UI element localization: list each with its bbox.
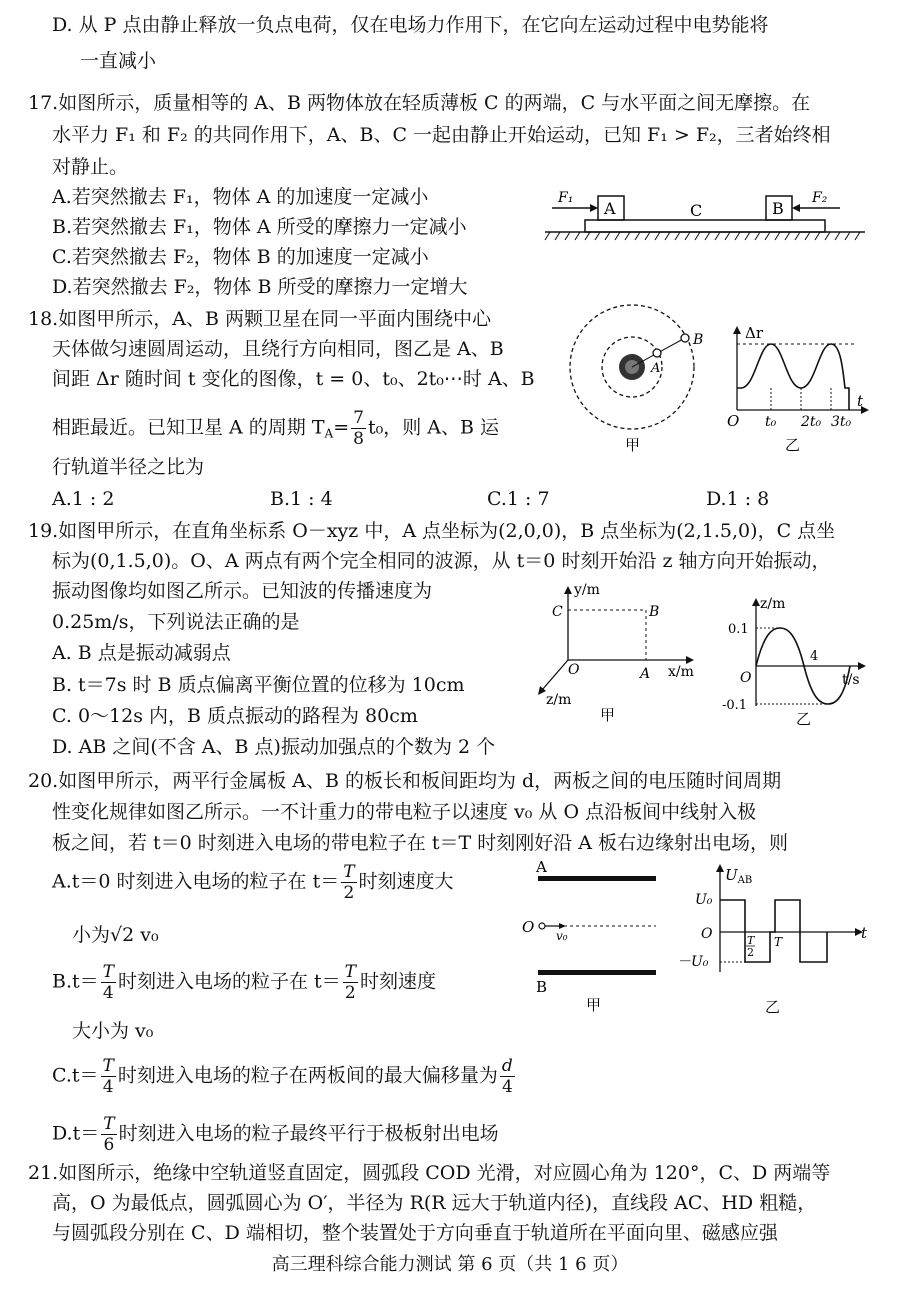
q18-tick-3t0: 3t₀ [831,414,852,430]
q20-stem-line3: 板之间，若 t＝0 时刻进入电场的带电粒子在 t＝T 时刻刚好沿 A 板右边缘射出电场，则 [52,832,788,854]
q17-option-c: C.若突然撤去 F₂，物体 B 的加速度一定减小 [52,246,429,268]
q19-figure-yi [720,594,870,730]
q21-stem-line1: 21.如图所示，绝缘中空轨道竖直固定，圆弧段 COD 光滑，对应圆心角为 120°，C、D 两端等 [28,1162,831,1184]
q19-caption-jia: 甲 [600,706,616,724]
q20-point-o-label: O [522,918,535,936]
q19-figure-jia [528,578,708,728]
q17-option-d: D.若突然撤去 F₂，物体 B 所受的摩擦力一定增大 [52,276,468,298]
q19-point-c: C [552,604,563,620]
q17-label-c: C [690,201,703,220]
q19-yi-tick-4: 4 [810,649,819,664]
q19-option-a: A. B 点是振动减弱点 [52,642,231,664]
q18-figure-yi [725,322,873,462]
q21-stem-line3: 与圆弧段分别在 C、D 端相切，整个装置处于方向垂直于轨道所在平面向里、磁感应强 [52,1222,778,1244]
q19-xaxis-label: x/m [668,664,694,680]
q18-label-a: A [651,361,661,376]
q19-origin-label: O [568,662,580,678]
q18-origin-label: O [727,412,740,430]
q18-tick-t0: t₀ [765,414,777,430]
q19-yi-origin: O [740,670,752,686]
q18-stem-line1: 18.如图甲所示，A、B 两颗卫星在同一平面内围绕中心 [28,308,491,330]
q19-option-c: C. 0～12s 内，B 质点振动的路程为 80cm [52,705,418,727]
q20-stem-line2: 性变化规律如图乙所示。一不计重力的带电粒子以速度 v₀ 从 O 点沿板间中线射入极 [52,801,757,823]
q18-option-c: C.1 : 7 [487,488,550,510]
q18-tick-2t0: 2t₀ [801,414,822,430]
q20-tick-t-half-den: 2 [747,946,754,959]
q20-taxis-label: t [861,924,868,942]
q18-option-b: B.1 : 4 [270,488,333,510]
q18-label-b: B [693,332,704,348]
q20-option-c: C.t＝ $\frac{T}{4}$ 时刻进入电场的粒子在两板间的最大偏移量为 $\frac{d}{4}$ [52,1056,513,1097]
q19-yi-tick-minus01: -0.1 [722,698,748,713]
q18-stem-line4: 相距最近。已知卫星 A 的周期 $T_A=$ $\frac{7}{8}$ t₀，则 A、B 运 [52,408,499,449]
q18-yaxis-label: Δr [745,324,764,342]
q18-stem-line3: 间距 Δr 随时间 t 变化的图像，t = 0、t₀、2t₀⋯时 A、B [52,368,535,390]
q17-option-a: A.若突然撤去 F₁，物体 A 的加速度一定减小 [52,186,429,208]
q18-caption-jia: 甲 [625,436,641,454]
q19-stem-line3: 振动图像均如图乙所示。已知波的传播速度为 [52,580,433,602]
q19-stem-line2: 标为(0,1.5,0)。O、A 两点有两个完全相同的波源，从 t＝0 时刻开始沿 z 轴方向开始振动， [52,550,831,572]
q17-label-f2: F₂ [812,190,828,206]
q19-yi-zaxis-label: z/m [760,596,786,612]
q20-option-d: D.t＝ $\frac{T}{6}$ 时刻进入电场的粒子最终平行于极板射出电场 [52,1114,499,1155]
page-footer: 高三理科综合能力测试 第 6 页（共 1 6 页） [271,1254,629,1275]
q18-stem-line2: 天体做匀速圆周运动，且绕行方向相同，图乙是 A、B [52,338,504,360]
q20-option-b-line1: B.t＝ $\frac{T}{4}$ 时刻进入电场的粒子在 t＝ $\frac{T}{2}$ 时刻速度 [52,962,437,1003]
q20-tick-minus-u0: －U₀ [677,954,709,970]
q18-caption-yi: 乙 [785,436,801,454]
q18-stem-line5: 行轨道半径之比为 [52,456,205,478]
q19-option-b: B. t＝7s 时 B 质点偏离平衡位置的位移为 10cm [52,674,465,696]
q18-fraction-denominator: 8 [353,429,364,449]
q20-tick-t: T [774,935,783,949]
q19-point-a: A [640,666,651,682]
q18-figure-jia [565,300,725,460]
q17-option-b: B.若突然撤去 F₁，物体 A 所受的摩擦力一定减小 [52,216,467,238]
q18-option-a: A.1 : 2 [52,488,115,510]
q20-plate-b-label: B [536,978,548,996]
q17-stem-line2: 水平力 F₁ 和 F₂ 的共同作用下，A、B、C 一起由静止开始运动，已知 F₁ > F₂，三者始终相 [52,124,831,146]
q17-stem-line3: 对静止。 [52,156,129,178]
q20-figure-jia [518,858,668,1018]
q19-yi-tick-01: 0.1 [728,622,749,637]
q19-caption-yi: 乙 [796,710,812,728]
q16-option-d-line2: 一直减小 [80,50,157,72]
q17-stem-line1: 17.如图所示，质量相等的 A、B 两物体放在轻质薄板 C 的两端，C 与水平面之间无摩擦。在 [28,92,811,114]
q20-v0-label: v₀ [556,929,568,943]
q16-option-d-line1: D. 从 P 点由静止释放一负点电荷，仅在电场力作用下，在它向左运动过程中电势能将 [52,14,769,36]
q20-stem-line1: 20.如图甲所示，两平行金属板 A、B 的板长和板间距均为 d，两板之间的电压随时间周期 [28,770,782,792]
q20-tick-t-half-num: T [747,934,755,947]
q18-option-d: D.1 : 8 [706,488,770,510]
q20-caption-jia: 甲 [586,996,602,1014]
q19-yi-taxis-label: t/s [842,672,860,688]
q20-option-b-line2: 大小为 v₀ [72,1020,154,1042]
q17-label-f1: F₁ [558,190,574,206]
q20-tick-u0: U₀ [695,892,713,908]
q20-figure-yi [675,860,870,1020]
q19-point-b: B [649,604,660,620]
q18-xaxis-label: t [857,392,864,410]
q21-stem-line2: 高，O 为最低点，圆弧圆心为 O′，半径为 R(R 远大于轨道内径)，直线段 AC、HD 粗糙， [52,1192,817,1214]
q19-stem-line4: 0.25m/s，下列说法正确的是 [52,611,300,633]
q20-yaxis-label: $U_{AB}$ [725,866,753,886]
q19-yaxis-label: y/m [574,582,600,598]
q20-option-a-line2: 小为√2 v₀ [72,924,159,946]
q18-fraction-numerator: 7 [353,408,364,428]
q20-plate-a-label: A [536,858,547,876]
q20-origin-label: O [701,926,713,942]
q17-label-a: A [604,199,616,218]
q19-zaxis-label: z/m [546,692,572,708]
q17-figure [540,180,870,250]
q19-stem-line1: 19.如图甲所示，在直角坐标系 O－xyz 中，A 点坐标为(2,0,0)，B 点坐标为(2,1.5,0)，C 点坐 [28,520,836,542]
q20-option-a-line1: A.t＝0 时刻进入电场的粒子在 t＝ $\frac{T}{2}$ 时刻速度大 [52,862,454,903]
q19-option-d: D. AB 之间(不含 A、B 点)振动加强点的个数为 2 个 [52,736,496,758]
q20-caption-yi: 乙 [765,998,781,1016]
q17-label-b: B [772,199,784,218]
